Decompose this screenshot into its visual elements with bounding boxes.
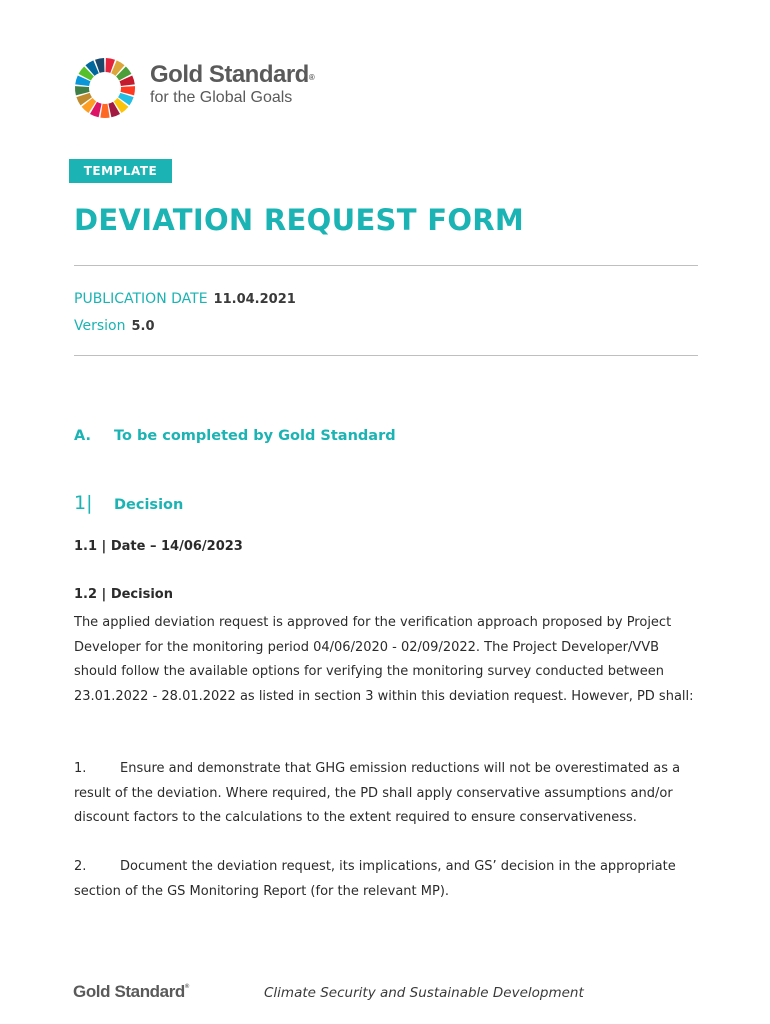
decision-paragraph: The applied deviation request is approved for the verification approach proposed by Project Developer for the monitoring period 04/06/2020 - 02/09/2022. The Project Developer/VVB should follow the available options for verifying the monitoring survey conducted between 23.01.2022 - 28.01.2022 as listed in section 3 within this deviation request. However, PD shall: [74, 615, 694, 704]
version: Version 5.0 [74, 318, 155, 334]
sdg-wheel-segment [100, 104, 109, 118]
section-1-heading: 1| Decision [74, 492, 184, 514]
logo-subtitle: for the Global Goals [150, 89, 293, 106]
publication-date: PUBLICATION DATE 11.04.2021 [74, 291, 296, 307]
sdg-wheel-icon [74, 57, 136, 119]
list-item: 2. Document the deviation request, its implications, and GS’ decision in the appropriate section of the GS Monitoring Report (for the relevant MP). [74, 859, 676, 899]
gold-standard-logo [74, 57, 344, 119]
template-badge: TEMPLATE [69, 159, 172, 183]
section-a-heading: A. To be completed by Gold Standard [74, 428, 396, 444]
logo-title: Gold Standard® [150, 61, 315, 88]
divider [74, 355, 698, 356]
list-item: 1. Ensure and demonstrate that GHG emission reductions will not be overestimated as a result of the deviation. Where required, the PD shall apply conservative assumptions and/or discount factors to the calculations to the extent required to ensure conservativeness. [74, 761, 681, 825]
date-heading: 1.1 | Date – 14/06/2023 [74, 539, 243, 554]
document-title: DEVIATION REQUEST FORM [74, 203, 525, 237]
decision-heading: 1.2 | Decision [74, 587, 173, 602]
logo-wordmark [150, 61, 314, 107]
footer-logo: Gold Standard® [73, 982, 189, 1001]
footer-tagline: Climate Security and Sustainable Development [264, 985, 584, 1001]
divider [74, 265, 698, 266]
